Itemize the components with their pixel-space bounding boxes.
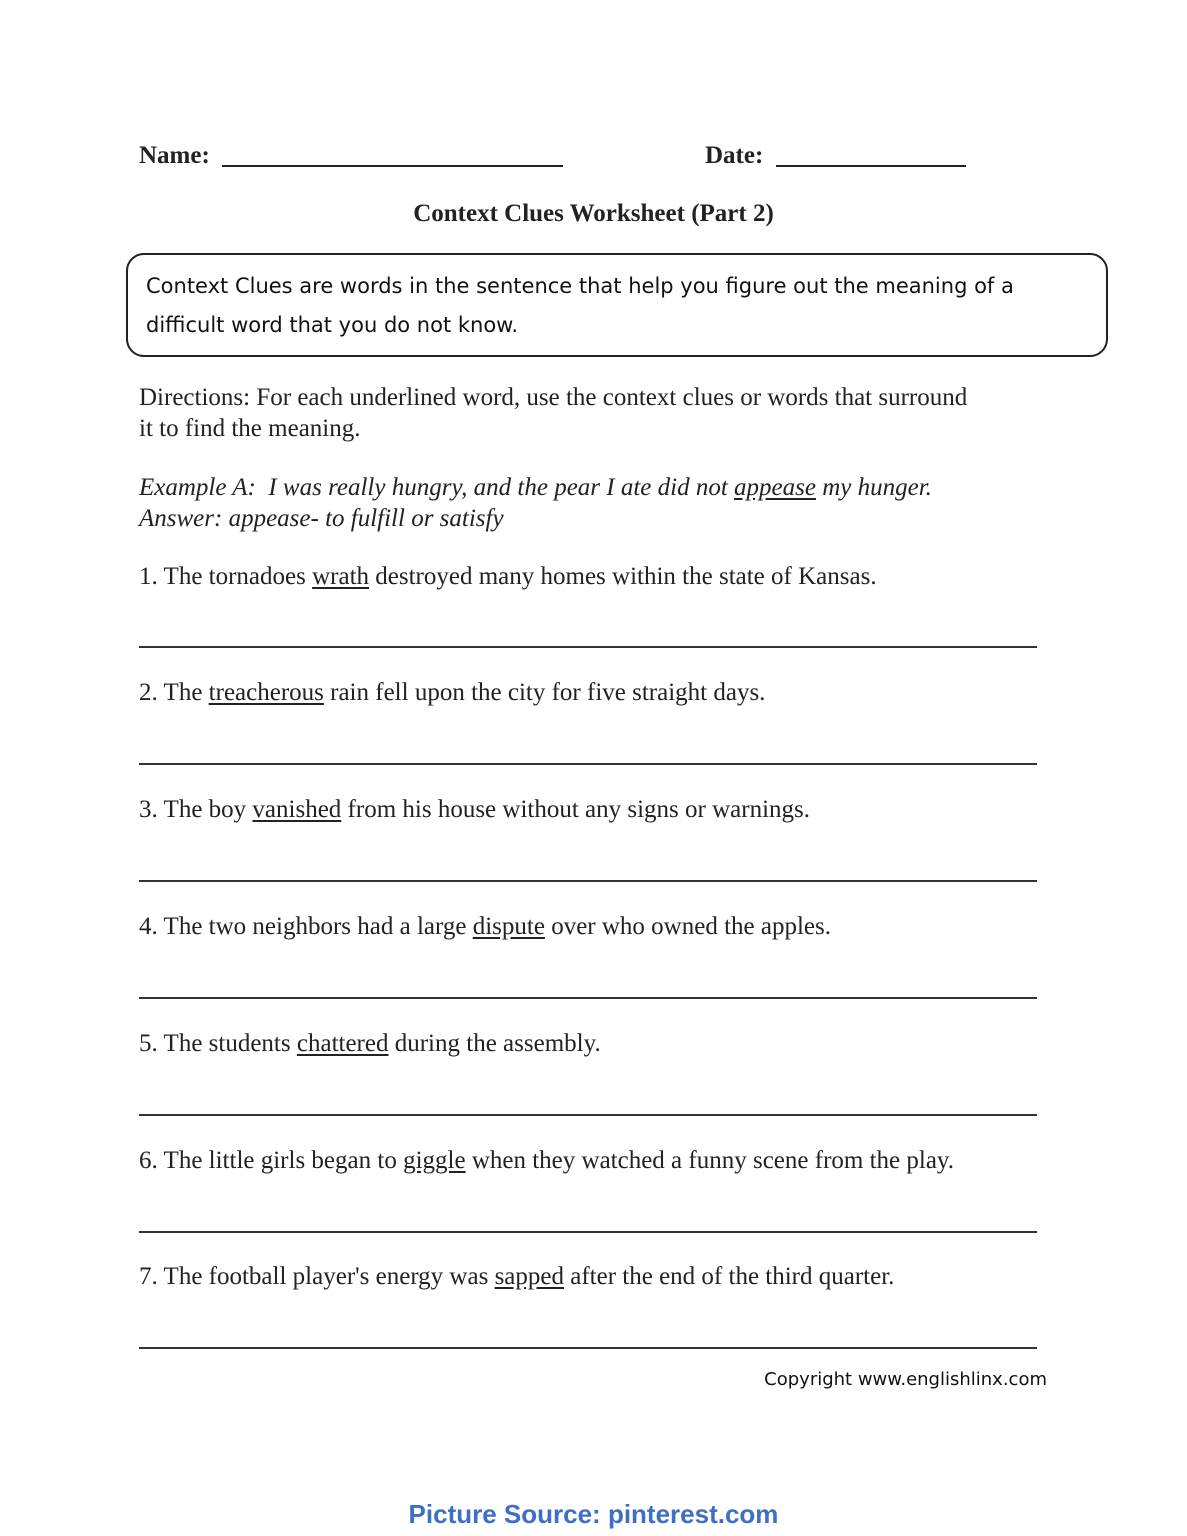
question-text-before: 6. The little girls began to [139, 1147, 404, 1174]
example-suffix: my hunger. [815, 474, 932, 501]
question-5 [139, 1029, 1059, 1059]
worksheet-title: Context Clues Worksheet (Part 2) [413, 200, 774, 227]
underlined-word: chattered [296, 1030, 389, 1057]
question-text-after: after the end of the third quarter. [564, 1263, 895, 1290]
underlined-word: giggle [403, 1147, 466, 1174]
question-text-after: when they watched a funny scene from the play. [465, 1147, 955, 1174]
underlined-word: wrath [312, 563, 370, 590]
question-text-after: rain fell upon the city for five straight days. [323, 679, 766, 706]
name-label: Name: [139, 142, 210, 169]
answer-line-3[interactable] [139, 880, 1037, 882]
directions [139, 382, 1059, 444]
question-text-after: destroyed many homes within the state of Kansas. [369, 563, 877, 590]
question-text-after: from his house without any signs or warnings. [341, 796, 811, 823]
question-3 [139, 795, 1059, 825]
example-block [139, 472, 1059, 534]
question-text-before: 1. The tornadoes [139, 563, 313, 590]
answer-line-4[interactable] [139, 997, 1037, 999]
picture-source-caption: Picture Source: pinterest.com [408, 1499, 779, 1529]
question-7 [139, 1262, 1059, 1292]
definition-line-1: Context Clues are words in the sentence that help you figure out the meaning of a [146, 274, 1014, 298]
question-4 [139, 912, 1059, 942]
directions-line-1: Directions: For each underlined word, use the context clues or words that surround [139, 384, 968, 411]
question-1 [139, 562, 1059, 592]
question-text-before: 7. The football player's energy was [139, 1263, 495, 1290]
question-6 [139, 1146, 1059, 1176]
answer-line-1[interactable] [139, 646, 1037, 648]
example-underlined-word: appease [734, 474, 816, 501]
name-field-line[interactable] [222, 165, 563, 167]
answer-line-7[interactable] [139, 1347, 1037, 1349]
underlined-word: vanished [252, 796, 342, 823]
directions-line-2: it to find the meaning. [139, 415, 361, 442]
underlined-word: treacherous [208, 679, 324, 706]
example-sentence [139, 472, 1059, 503]
question-text-before: 2. The [139, 679, 209, 706]
question-text-after: over who owned the apples. [544, 913, 831, 940]
underlined-word: dispute [472, 913, 545, 940]
question-text-before: 3. The boy [139, 796, 253, 823]
example-prefix: Example A: I was really hungry, and the pear I ate did not [139, 474, 735, 501]
date-label: Date: [705, 142, 764, 169]
date-field-line[interactable] [776, 165, 966, 167]
question-2 [139, 678, 1059, 708]
question-text-after: during the assembly. [388, 1030, 601, 1057]
question-text-before: 4. The two neighbors had a large [139, 913, 473, 940]
definition-box [126, 253, 1108, 357]
answer-line-5[interactable] [139, 1114, 1037, 1116]
example-answer: Answer: appease- to fulfill or satisfy [139, 505, 504, 532]
copyright-text: Copyright www.englishlinx.com [764, 1369, 1047, 1390]
answer-line-2[interactable] [139, 763, 1037, 765]
question-text-before: 5. The students [139, 1030, 297, 1057]
definition-line-2: difficult word that you do not know. [146, 313, 519, 337]
underlined-word: sapped [494, 1263, 564, 1290]
answer-line-6[interactable] [139, 1231, 1037, 1233]
